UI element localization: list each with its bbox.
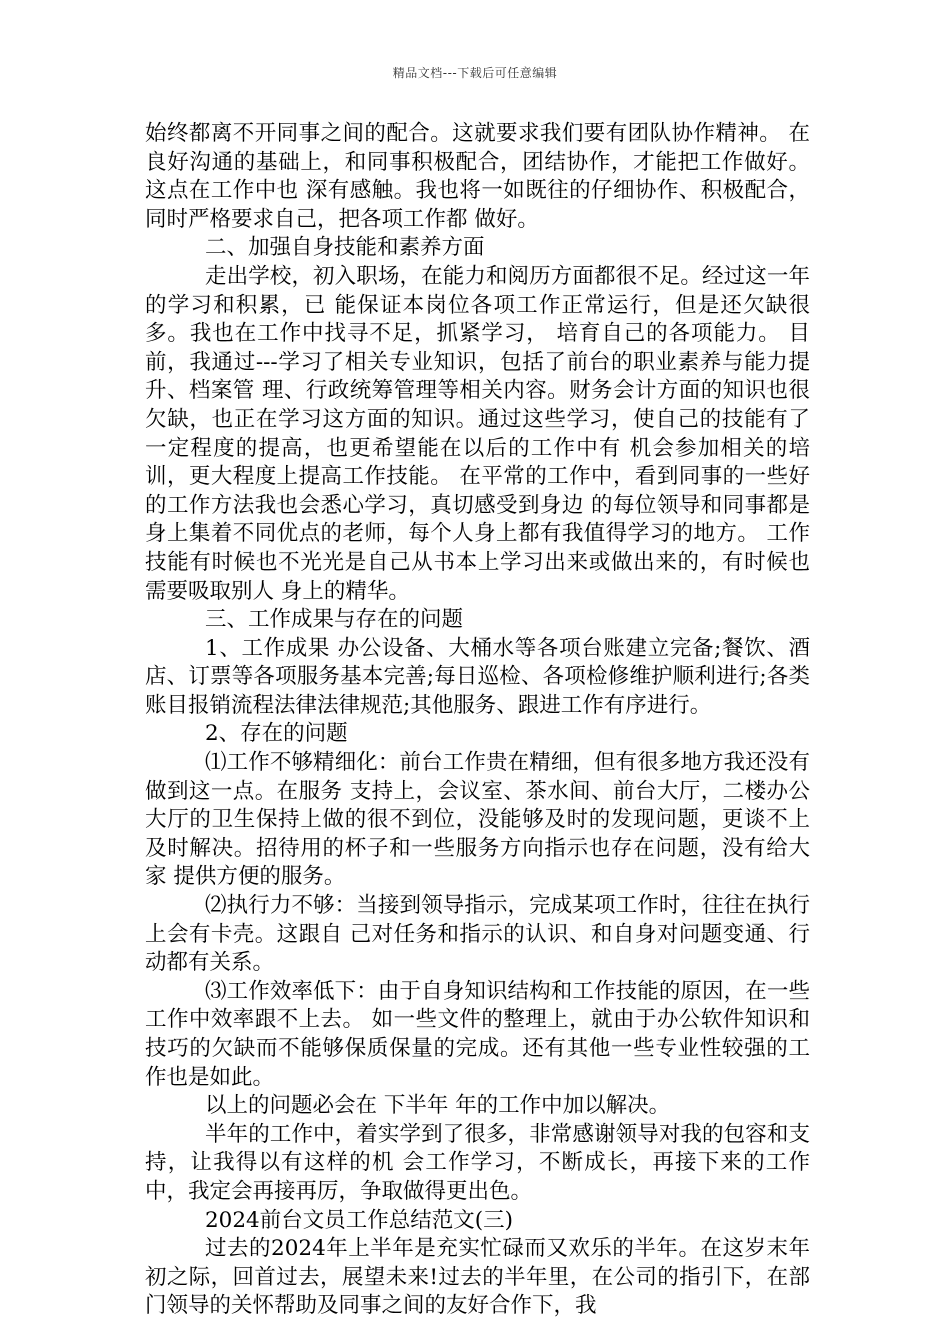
- paragraph-results: 1、工作成果 办公设备、大桶水等各项台账建立完备;餐饮、酒店、订票等各项服务基本完善;每日巡检、各项检修维护顺利进行;各类账目报销流程法律法律规范;其他服务、跟进工作有序进行。: [145, 635, 810, 718]
- paragraph-resolve: 以上的问题必会在 下半年 年的工作中加以解决。: [205, 1093, 671, 1119]
- page-header: 精品文档---下载后可任意编辑: [392, 66, 558, 80]
- section-heading-results: 三、工作成果与存在的问题: [205, 607, 464, 633]
- paragraph-problem-2: ⑵执行力不够：当接到领导指示，完成某项工作时，往往在执行上会有卡壳。这跟自 己对任务和指示的认识、和自身对问题变通、行动都有关系。: [145, 893, 810, 976]
- document-body: [145, 120, 810, 1321]
- paragraph-problem-3: ⑶工作效率低下：由于自身知识结构和工作技能的原因，在一些工作中效率跟不上去。 如一些文件的整理上，就由于办公软件知识和技巧的欠缺而不能够保质保量的完成。还有其他一些专业性较强的工作也是如此。: [145, 978, 810, 1090]
- paragraph-thanks: 半年的工作中，着实学到了很多，非常感谢领导对我的包容和支持，让我得以有这样的机 会工作学习，不断成长，再接下来的工作中，我定会再接再厉，争取做得更出色。: [145, 1121, 810, 1204]
- paragraph-teamwork: 始终都离不开同事之间的配合。这就要求我们要有团队协作精神。 在良好沟通的基础上，和同事积极配合，团结协作，才能把工作做好。这点在工作中也 深有感触。我也将一如既往的仔细协作、积极配合，同时严格要求自己，把各项工作都 做好。: [145, 121, 810, 232]
- subheading-problems: 2、存在的问题: [205, 721, 348, 747]
- section-heading-skills: 二、加强自身技能和素养方面: [205, 235, 485, 261]
- paragraph-intro-sample-3: 过去的2024年上半年是充实忙碌而又欢乐的半年。在这岁末年初之际，回首过去，展望未来!过去的半年里，在公司的指引下，在部门领导的关怀帮助及同事之间的友好合作下，我: [145, 1236, 810, 1319]
- paragraph-skills: 走出学校，初入职场，在能力和阅历方面都很不足。经过这一年的学习和积累，已 能保证本岗位各项工作正常运行，但是还欠缺很多。我也在工作中找寻不足，抓紧学习， 培育自己的各项能力。 目前，我通过---学习了相关专业知识，包括了前台的职业素养与能力提升、档案管 理、行政统筹管理等相关内容。财务会计方面的知识也很欠缺，也正在学习这方面的知识。通过这些学习，使自己的技能有了一定程度的提高，也更希望能在以后的工作中有 机会参加相关的培训，更大程度上提高工作技能。 在平常的工作中，看到同事的一些好的工作方法我也会悉心学习，真切感受到身边 的每位领导和同事都是身上集着不同优点的老师，每个人身上都有我值得学习的地方。 工作技能有时候也不光光是自己从书本上学习出来或做出来的，有时候也需要吸取别人 身上的精华。: [145, 263, 810, 604]
- paragraph-problem-1: ⑴工作不够精细化：前台工作贵在精细，但有很多地方我还没有做到这一点。在服务 支持上，会议室、茶水间、前台大厅，二楼办公大厅的卫生保持上做的很不到位，没能够及时的发现问题，更谈不上及时解决。招待用的杯子和一些服务方向指示也存在问题，没有给大家 提供方便的服务。: [145, 750, 810, 890]
- section-title-sample-3: 2024前台文员工作总结范文(三): [205, 1207, 513, 1233]
